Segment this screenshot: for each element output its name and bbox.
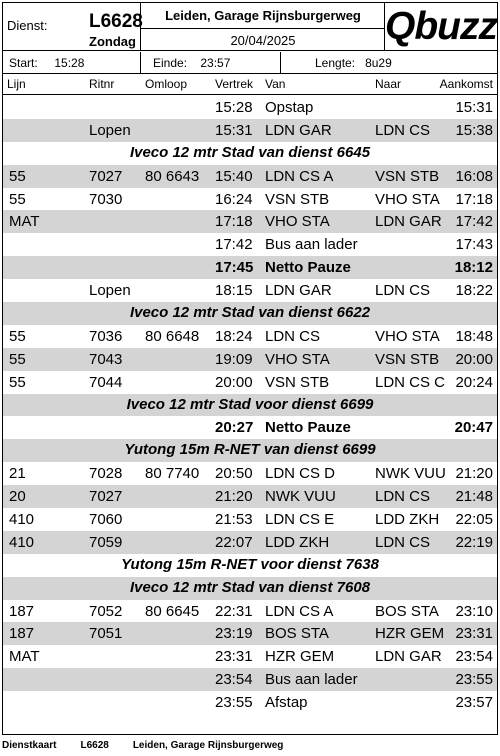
vehicle-block-title [3,439,497,462]
cell-aankomst: 15:31 [455,99,493,116]
trip-row [3,371,497,394]
cell-naar: NWK VUU [375,465,446,483]
cell-lijn: 55 [9,350,26,368]
cell-aankomst: 17:42 [455,213,493,231]
col-aankomst: Aankomst [439,77,493,91]
cell-van: LDN CS A [265,602,334,620]
trip-row [3,256,497,279]
trip-row [3,96,497,119]
cell-lijn: MAT [9,648,40,666]
dienst-cell [3,3,141,51]
qbuzz-logo: Qbuzz [385,5,497,48]
cell-vertrek: 19:09 [215,350,253,368]
cell-van: Opstap [265,99,314,116]
vehicle-block-title [3,142,497,165]
cell-ritnr: 7052 [89,602,123,620]
trip-row [3,325,497,348]
dienst-label: Dienst: [7,18,48,33]
start-segment [3,52,141,74]
cell-aankomst: 20:24 [455,373,493,391]
cell-vertrek: 23:54 [215,671,253,689]
cell-lijn: 21 [9,465,26,483]
cell-van: LDN GAR [265,282,332,300]
cell-omloop: 80 6648 [145,327,200,345]
trip-row [3,119,497,142]
cell-van: HZR GEM [265,648,335,666]
cell-naar: HZR GEM [375,625,445,643]
cell-naar: LDN GAR [375,213,442,231]
cell-ritnr: 7036 [89,327,123,345]
cell-van: VSN STB [265,373,330,391]
footer-location: Leiden, Garage Rijnsburgerweg [132,740,284,751]
cell-ritnr: 7027 [89,488,123,506]
cell-lijn: 55 [9,190,26,208]
trip-row [3,462,497,485]
vehicle-block-title-text: Yutong 15m R-NET van dienst 6699 [124,441,376,459]
cell-lijn: 410 [9,511,35,529]
vehicle-block-title [3,394,497,417]
col-ritnr: Ritnr [89,77,115,91]
cell-ritnr: 7028 [89,465,123,483]
cell-van: LDN CS D [265,465,336,483]
col-vertrek: Vertrek [215,77,254,91]
cell-van: Afstap [265,694,308,712]
cell-vertrek: 17:18 [215,213,253,231]
cell-ritnr: 7043 [89,350,123,368]
trip-row [3,622,497,645]
logo-cell [385,3,497,51]
trip-row [3,531,497,554]
cell-van: VSN STB [265,190,330,208]
cell-naar: LDN CS [375,121,431,139]
cell-naar: VSN STB [375,350,440,368]
cell-lijn: 55 [9,167,26,185]
cell-van: VHO STA [265,350,330,368]
cell-ritnr: Lopen [89,282,131,300]
cell-aankomst: 21:20 [455,465,493,483]
length-segment [281,52,497,74]
col-naar: Naar [375,77,402,91]
cell-vertrek: 23:31 [215,648,253,666]
cell-vertrek: 15:28 [215,99,253,116]
duty-times-bar [3,52,497,74]
page-footer [2,740,307,751]
end-label: Einde: [153,56,188,70]
cell-aankomst: 20:47 [454,419,493,437]
duty-date: 20/04/2025 [230,33,296,48]
cell-vertrek: 20:00 [215,373,253,391]
cell-vertrek: 16:24 [215,190,253,208]
col-van: Van [265,77,286,91]
cell-ritnr: 7027 [89,167,123,185]
vehicle-block-title-text: Iveco 12 mtr Stad van dienst 6622 [129,304,371,322]
cell-lijn: 55 [9,327,26,345]
cell-aankomst: 22:05 [455,511,493,529]
cell-vertrek: 20:27 [215,419,254,437]
cell-aankomst: 20:00 [455,350,493,368]
cell-naar: LDN CS C [375,373,446,391]
trip-row [3,508,497,531]
cell-ritnr: 7030 [89,190,123,208]
cell-vertrek: 18:24 [215,327,253,345]
cell-aankomst: 18:48 [455,327,493,345]
trip-row [3,416,497,439]
footer-dienst-id: L6628 [80,740,109,751]
cell-van: LDN CS A [265,167,334,185]
card-header [3,3,497,51]
cell-van: VHO STA [265,213,330,231]
cell-vertrek: 18:15 [215,282,253,300]
cell-naar: LDN CS [375,533,431,551]
cell-lijn: 410 [9,533,35,551]
cell-aankomst: 23:10 [455,602,493,620]
cell-aankomst: 17:43 [455,236,493,254]
cell-vertrek: 15:40 [215,167,253,185]
cell-aankomst: 16:08 [455,167,493,185]
cell-van: LDD ZKH [265,533,330,551]
cell-omloop: 80 6645 [145,602,200,620]
cell-ritnr: 7059 [89,533,123,551]
end-segment [141,52,281,74]
cell-vertrek: 23:19 [215,625,253,643]
cell-naar: VSN STB [375,167,440,185]
trip-row [3,279,497,302]
cell-aankomst: 23:31 [455,625,493,643]
column-header [3,75,497,95]
start-label: Start: [9,56,38,70]
cell-vertrek: 17:42 [215,236,253,254]
cell-ritnr: Lopen [89,121,131,139]
cell-vertrek: 20:50 [215,465,253,483]
col-lijn: Lijn [7,77,26,91]
cell-aankomst: 17:18 [455,190,493,208]
cell-van: Bus aan lader [265,671,358,689]
vehicle-block-title-text: Iveco 12 mtr Stad voor dienst 6699 [126,395,374,413]
trip-row [3,668,497,691]
cell-van: Netto Pauze [265,259,351,277]
cell-van: LDN CS E [265,511,335,529]
cell-aankomst: 22:19 [455,533,493,551]
cell-van: LDN CS [265,327,321,345]
cell-vertrek: 22:31 [215,602,253,620]
trip-row [3,691,497,714]
footer-doc-label: Dienstkaart [2,740,57,751]
garage-location: Leiden, Garage Rijnsburgerweg [141,3,385,29]
cell-aankomst: 23:55 [455,671,493,689]
cell-lijn: MAT [9,213,40,231]
cell-van: LDN GAR [265,121,332,139]
vehicle-block-title-text: Yutong 15m R-NET voor dienst 7638 [121,555,379,573]
cell-aankomst: 23:54 [455,648,493,666]
trip-row [3,645,497,668]
cell-naar: LDD ZKH [375,511,440,529]
cell-naar: LDN GAR [375,648,442,666]
col-omloop: Omloop [145,77,188,91]
cell-aankomst: 18:12 [454,259,493,277]
cell-naar: BOS STA [375,602,439,620]
vehicle-block-title [3,554,497,577]
cell-vertrek: 17:45 [215,259,254,277]
cell-lijn: 187 [9,625,35,643]
cell-naar: LDN CS [375,488,431,506]
cell-vertrek: 21:53 [215,511,253,529]
cell-aankomst: 15:38 [455,121,493,139]
cell-aankomst: 23:57 [455,694,493,712]
cell-naar: LDN CS [375,282,431,300]
cell-vertrek: 23:55 [215,694,253,712]
start-time: 15:28 [54,56,85,70]
vehicle-block-title-text: Iveco 12 mtr Stad van dienst 7608 [129,578,371,596]
length-value: 8u29 [365,56,392,70]
cell-vertrek: 15:31 [215,121,253,139]
cell-van: NWK VUU [265,488,336,506]
cell-van: BOS STA [265,625,329,643]
trip-row [3,485,497,508]
cell-lijn: 20 [9,488,26,506]
vehicle-block-title [3,577,497,600]
cell-aankomst: 18:22 [455,282,493,300]
vehicle-block-title [3,302,497,325]
cell-naar: VHO STA [375,327,440,345]
cell-ritnr: 7051 [89,625,123,643]
cell-omloop: 80 7740 [145,465,200,483]
cell-vertrek: 21:20 [215,488,253,506]
trip-row [3,600,497,623]
cell-lijn: 55 [9,373,26,391]
cell-ritnr: 7060 [89,511,123,529]
trip-table [3,96,497,714]
dienst-id: L6628 [89,11,143,32]
length-label: Lengte: [315,56,356,70]
cell-ritnr: 7044 [89,373,123,391]
cell-omloop: 80 6643 [145,167,200,185]
trip-row [3,165,497,188]
trip-row [3,210,497,233]
cell-naar: VHO STA [375,190,440,208]
end-time: 23:57 [200,56,231,70]
cell-aankomst: 21:48 [455,488,493,506]
vehicle-block-title-text: Iveco 12 mtr Stad van dienst 6645 [129,143,371,161]
trip-row [3,233,497,256]
cell-van: Bus aan lader [265,236,358,254]
day-of-week: Zondag [89,34,136,49]
cell-lijn: 187 [9,602,35,620]
cell-van: Netto Pauze [265,419,351,437]
location-cell [141,3,385,51]
duty-card [2,2,498,735]
cell-vertrek: 22:07 [215,533,253,551]
trip-row [3,188,497,211]
trip-row [3,348,497,371]
